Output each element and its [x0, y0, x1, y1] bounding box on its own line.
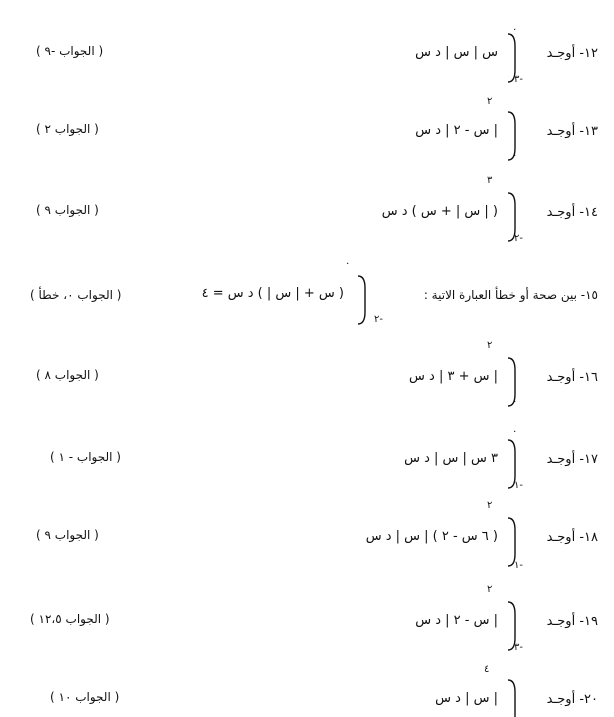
integral-upper-limit: ٠ — [512, 24, 518, 35]
integral-lower-limit: ٢- — [374, 314, 383, 325]
problem-expression: ٣ س | س | د س — [404, 451, 498, 466]
integral-sign — [500, 670, 524, 717]
problem-answer: ( الجواب ٢ ) — [36, 122, 99, 136]
integral-upper-limit: ٢ — [487, 340, 493, 351]
integral-lower-limit: ١- — [514, 560, 523, 571]
integral-sign — [500, 348, 524, 418]
integral-upper-limit: ٢ — [487, 500, 493, 511]
problem-answer: ( الجواب -٩ ) — [36, 44, 104, 58]
integral-upper-limit: ٢ — [487, 584, 493, 595]
problem-16 — [0, 340, 614, 418]
problem-15 — [0, 258, 614, 336]
problem-label: ١٣- أوجـد — [546, 124, 598, 139]
problem-20 — [0, 664, 614, 717]
problem-expression: س | س | د س — [415, 45, 498, 60]
integral-sign — [350, 266, 374, 336]
problem-answer: ( الجواب ٩ ) — [36, 203, 99, 217]
problem-label: ١٥- بين صحة أو خطأ العبارة الاتية : — [423, 288, 598, 302]
integral-lower-limit: ٢- — [514, 233, 523, 244]
problem-answer: ( الجواب ٨ ) — [36, 368, 99, 382]
problem-answer: ( الجواب ٩ ) — [36, 528, 99, 542]
problem-label: ١٨- أوجـد — [546, 530, 598, 545]
integral-lower-limit: ٣- — [514, 74, 523, 85]
problem-expression: ( س + | س | ) د س = ٤ — [201, 286, 344, 301]
problem-label: ٢٠- أوجـد — [546, 692, 598, 707]
integral-lower-limit: ٠ — [512, 150, 518, 161]
problem-expression: | س - ٢ | د س — [415, 613, 498, 628]
problem-18 — [0, 500, 614, 578]
integral-upper-limit: ٣ — [487, 175, 493, 186]
problem-17 — [0, 426, 614, 500]
problem-expression: | س - ٢ | د س — [415, 123, 498, 138]
problem-14 — [0, 175, 614, 253]
integral-sign — [500, 102, 524, 172]
problem-13 — [0, 96, 614, 172]
problem-answer: ( الجواب ٠، خطأ ) — [30, 288, 122, 302]
problem-answer: ( الجواب - ١ ) — [50, 450, 121, 464]
problem-19 — [0, 584, 614, 662]
problem-answer: ( الجواب ١٠ ) — [50, 690, 120, 704]
problem-label: ١٤- أوجـد — [546, 205, 598, 220]
problem-expression: ( ٦ س - ٢ ) | س | د س — [365, 529, 498, 544]
integral-upper-limit: ٠ — [512, 426, 518, 437]
integral-upper-limit: ٢ — [487, 96, 493, 107]
problem-12 — [0, 24, 614, 94]
integral-lower-limit: ١- — [514, 480, 523, 491]
integral-lower-limit: ٣- — [514, 642, 523, 653]
problem-expression: | س | د س — [435, 691, 498, 706]
problem-expression: ( | س | + س ) د س — [381, 204, 498, 219]
problem-answer: ( الجواب ١٢،٥ ) — [30, 612, 110, 626]
problem-label: ١٦- أوجـد — [546, 370, 598, 385]
integral-lower-limit: ٠ — [512, 396, 518, 407]
problem-expression: | س + ٣ | د س — [409, 369, 498, 384]
integral-upper-limit: ٤ — [484, 664, 490, 675]
integral-upper-limit: ٠ — [345, 258, 351, 269]
problem-label: ١٢- أوجـد — [546, 46, 598, 61]
problem-label: ١٧- أوجـد — [546, 452, 598, 467]
problem-label: ١٩- أوجـد — [546, 614, 598, 629]
